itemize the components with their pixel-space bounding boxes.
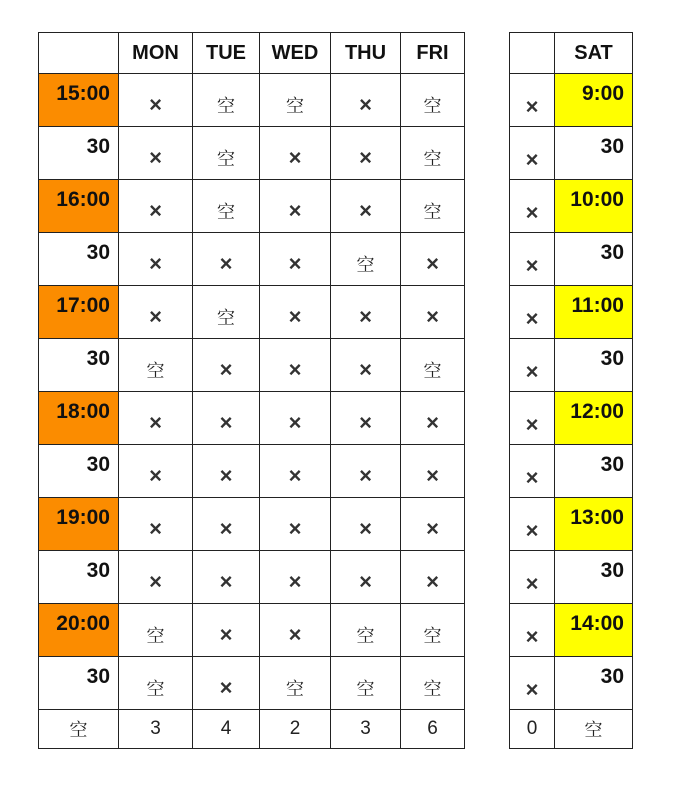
unavailable-mark: × [525,306,539,331]
unavailable-mark: × [149,92,162,117]
available-mark: 空 [217,96,235,117]
time-slot-row [510,445,633,498]
time-slot-label [555,339,633,392]
time-slot-label [39,498,119,551]
slot-mark-cell [119,498,193,551]
unavailable-mark: × [426,569,439,594]
available-mark: 空 [423,202,442,223]
slot-mark-cell [119,339,193,392]
time-slot-row [510,180,633,233]
unavailable-mark: × [149,569,162,594]
unavailable-mark: × [426,516,439,541]
slot-mark-cell [260,498,331,551]
available-mark: 空 [423,626,442,647]
available-mark: 空 [286,96,304,117]
time-slot-label [39,286,119,339]
unavailable-mark: × [525,94,539,119]
slot-mark-cell [401,233,465,286]
time-slot-label [555,286,633,339]
unavailable-mark: × [525,518,539,543]
slot-mark-cell [510,286,555,339]
available-mark: 空 [286,679,304,700]
unavailable-mark: × [288,410,302,435]
unavailable-mark: × [359,569,372,594]
time-slot-label [555,498,633,551]
unavailable-mark: × [149,145,162,170]
slot-mark-cell [119,127,193,180]
time-slot-row [510,498,633,551]
time-slot-label [39,233,119,286]
slot-mark-cell [331,604,401,657]
day-total-count: 4 [193,710,260,749]
day-header-sat: SAT [555,33,633,74]
unavailable-mark: × [525,624,539,649]
time-slot-label [39,604,119,657]
unavailable-mark: × [149,463,162,488]
unavailable-mark: × [288,622,302,647]
day-header-fri: FRI [401,33,465,74]
time-label: 30 [86,135,110,158]
slot-mark-cell [331,74,401,127]
unavailable-mark: × [149,410,162,435]
time-slot-row [39,551,465,604]
slot-mark-cell [119,180,193,233]
slot-mark-cell [193,127,260,180]
available-mark: 空 [423,96,442,117]
slot-mark-cell [331,127,401,180]
slot-mark-cell [260,604,331,657]
time-slot-label [39,127,119,180]
time-slot-label [555,445,633,498]
unavailable-mark: × [359,198,372,223]
unavailable-mark: × [288,357,302,382]
slot-mark-cell [510,445,555,498]
slot-mark-cell [193,286,260,339]
unavailable-mark: × [219,410,233,435]
slot-mark-cell [260,657,331,710]
slot-mark-cell [331,233,401,286]
slot-mark-cell [401,127,465,180]
slot-mark-cell [260,127,331,180]
time-label: 30 [600,347,624,370]
available-mark: 空 [217,149,235,170]
time-label: 30 [600,453,624,476]
unavailable-mark: × [359,92,372,117]
time-slot-label [555,74,633,127]
slot-mark-cell [119,286,193,339]
slot-mark-cell [193,180,260,233]
time-slot-row [39,74,465,127]
slot-mark-cell [260,233,331,286]
slot-mark-cell [260,180,331,233]
time-label: 11:00 [571,294,624,317]
time-label: 30 [600,559,624,582]
time-label: 20:00 [56,612,110,635]
time-slot-row [39,180,465,233]
available-mark: 空 [423,361,442,382]
time-label: 30 [86,559,110,582]
available-mark: 空 [217,202,235,223]
slot-mark-cell [331,657,401,710]
unavailable-mark: × [219,357,233,382]
unavailable-mark: × [219,675,233,700]
slot-mark-cell [193,604,260,657]
slot-mark-cell [331,180,401,233]
slot-mark-cell [401,498,465,551]
saturday-schedule-table [509,32,633,749]
slot-mark-cell [119,445,193,498]
unavailable-mark: × [426,251,439,276]
slot-mark-cell [260,286,331,339]
unavailable-mark: × [525,412,539,437]
slot-mark-cell [193,551,260,604]
totals-row [39,710,465,749]
unavailable-mark: × [359,410,372,435]
unavailable-mark: × [525,200,539,225]
day-total-count: 6 [401,710,465,749]
header-row [510,33,633,74]
slot-mark-cell [510,604,555,657]
time-label: 17:00 [56,294,110,317]
time-slot-label [555,233,633,286]
day-total-count: 0 [510,710,555,749]
time-label: 13:00 [570,506,624,529]
day-total-count: 3 [119,710,193,749]
slot-mark-cell [260,74,331,127]
slot-mark-cell [260,445,331,498]
slot-mark-cell [401,604,465,657]
slot-mark-cell [119,551,193,604]
slot-mark-cell [401,74,465,127]
time-slot-row [510,233,633,286]
slot-mark-cell [331,551,401,604]
time-label: 30 [86,453,110,476]
header-row [39,33,465,74]
slot-mark-cell [119,233,193,286]
time-label: 12:00 [570,400,624,423]
unavailable-mark: × [288,516,302,541]
time-label: 19:00 [56,506,110,529]
available-mark: 空 [146,626,165,647]
time-label: 10:00 [570,188,624,211]
time-slot-row [510,74,633,127]
available-mark: 空 [356,255,375,276]
day-header-tue: TUE [193,33,260,74]
unavailable-mark: × [149,198,162,223]
time-label: 30 [600,241,624,264]
totals-row [510,710,633,749]
slot-mark-cell [119,604,193,657]
slot-mark-cell [510,657,555,710]
time-slot-row [510,127,633,180]
slot-mark-cell [260,392,331,445]
time-label: 15:00 [56,82,110,105]
slot-mark-cell [510,233,555,286]
time-slot-label [39,74,119,127]
slot-mark-cell [401,180,465,233]
slot-mark-cell [193,74,260,127]
time-label: 14:00 [570,612,624,635]
slot-mark-cell [193,498,260,551]
slot-mark-cell [193,657,260,710]
totals-label: 空 [555,710,633,749]
unavailable-mark: × [359,145,372,170]
time-label: 16:00 [56,188,110,211]
unavailable-mark: × [359,304,372,329]
unavailable-mark: × [525,147,539,172]
slot-mark-cell [331,339,401,392]
corner-cell [510,33,555,74]
unavailable-mark: × [525,253,539,278]
slot-mark-cell [401,657,465,710]
available-mark: 空 [146,679,165,700]
available-mark: 空 [146,361,165,382]
time-slot-row [39,392,465,445]
time-slot-label [39,180,119,233]
time-slot-row [510,339,633,392]
slot-mark-cell [331,498,401,551]
time-slot-row [39,127,465,180]
time-slot-row [510,286,633,339]
time-slot-row [39,498,465,551]
time-label: 9:00 [581,82,624,105]
time-slot-label [39,551,119,604]
unavailable-mark: × [288,304,302,329]
slot-mark-cell [331,286,401,339]
available-mark: 空 [423,149,442,170]
day-header-wed: WED [260,33,331,74]
unavailable-mark: × [426,304,439,329]
time-slot-label [555,180,633,233]
slot-mark-cell [119,392,193,445]
slot-mark-cell [331,445,401,498]
unavailable-mark: × [219,569,233,594]
unavailable-mark: × [426,410,439,435]
time-slot-row [510,604,633,657]
time-slot-row [39,604,465,657]
unavailable-mark: × [359,463,372,488]
unavailable-mark: × [359,516,372,541]
slot-mark-cell [193,392,260,445]
unavailable-mark: × [426,463,439,488]
slot-mark-cell [260,339,331,392]
slot-mark-cell [401,551,465,604]
slot-mark-cell [193,445,260,498]
slot-mark-cell [510,127,555,180]
slot-mark-cell [119,74,193,127]
slot-mark-cell [510,180,555,233]
unavailable-mark: × [149,304,162,329]
slot-mark-cell [510,74,555,127]
time-slot-row [510,392,633,445]
time-slot-label [555,392,633,445]
time-label: 30 [86,347,110,370]
slot-mark-cell [119,657,193,710]
unavailable-mark: × [219,251,233,276]
weekday-schedule-table [38,32,465,749]
time-label: 18:00 [56,400,110,423]
unavailable-mark: × [359,357,372,382]
unavailable-mark: × [525,359,539,384]
time-slot-label [39,392,119,445]
day-total-count: 3 [331,710,401,749]
time-slot-label [555,657,633,710]
slot-mark-cell [401,392,465,445]
unavailable-mark: × [288,251,302,276]
time-slot-label [39,445,119,498]
slot-mark-cell [401,445,465,498]
unavailable-mark: × [288,463,302,488]
slot-mark-cell [510,339,555,392]
available-mark: 空 [356,626,375,647]
time-label: 30 [86,665,110,688]
time-slot-row [39,445,465,498]
time-slot-row [39,657,465,710]
unavailable-mark: × [219,622,233,647]
unavailable-mark: × [525,465,539,490]
available-mark: 空 [217,308,235,329]
unavailable-mark: × [149,251,162,276]
time-label: 30 [600,665,624,688]
unavailable-mark: × [288,198,302,223]
time-slot-label [555,127,633,180]
slot-mark-cell [193,233,260,286]
time-slot-label [555,604,633,657]
slot-mark-cell [510,551,555,604]
time-slot-row [510,657,633,710]
available-mark: 空 [423,679,442,700]
unavailable-mark: × [149,516,162,541]
unavailable-mark: × [219,516,233,541]
day-total-count: 2 [260,710,331,749]
day-header-thu: THU [331,33,401,74]
unavailable-mark: × [219,463,233,488]
time-slot-row [39,286,465,339]
slot-mark-cell [260,551,331,604]
time-slot-label [555,551,633,604]
unavailable-mark: × [525,677,539,702]
unavailable-mark: × [288,569,302,594]
time-slot-label [39,339,119,392]
slot-mark-cell [331,392,401,445]
time-slot-row [39,339,465,392]
slot-mark-cell [193,339,260,392]
time-slot-row [39,233,465,286]
slot-mark-cell [510,498,555,551]
day-header-mon: MON [119,33,193,74]
time-slot-row [510,551,633,604]
slot-mark-cell [510,392,555,445]
totals-label: 空 [39,710,119,749]
unavailable-mark: × [288,145,302,170]
unavailable-mark: × [525,571,539,596]
available-mark: 空 [356,679,375,700]
time-label: 30 [86,241,110,264]
slot-mark-cell [401,339,465,392]
slot-mark-cell [401,286,465,339]
time-label: 30 [600,135,624,158]
corner-cell [39,33,119,74]
time-slot-label [39,657,119,710]
